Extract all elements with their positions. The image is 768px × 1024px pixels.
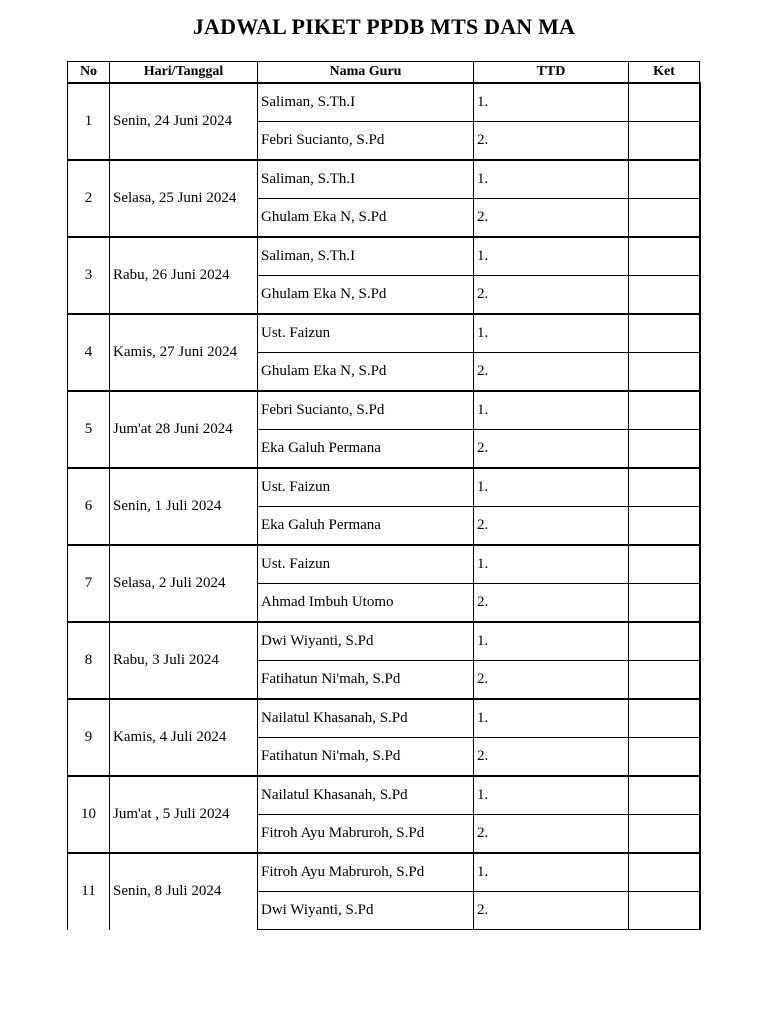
- teacher-name: Saliman, S.Th.I: [258, 160, 474, 199]
- note-cell: [629, 122, 700, 161]
- signature-cell: 1.: [474, 545, 629, 584]
- signature-cell: 2.: [474, 122, 629, 161]
- teacher-name: Ghulam Eka N, S.Pd: [258, 199, 474, 238]
- note-cell: [629, 661, 700, 700]
- header-no: No: [68, 62, 110, 84]
- signature-cell: 2.: [474, 199, 629, 238]
- signature-cell: 1.: [474, 853, 629, 892]
- table-row: [68, 699, 700, 738]
- note-cell: [629, 430, 700, 469]
- row-number: 5: [68, 391, 110, 468]
- table-row: [68, 622, 700, 661]
- row-day-date: Senin, 24 Juni 2024: [110, 83, 258, 160]
- note-cell: [629, 507, 700, 546]
- note-cell: [629, 468, 700, 507]
- note-cell: [629, 83, 700, 122]
- note-cell: [629, 699, 700, 738]
- signature-cell: 2.: [474, 353, 629, 392]
- row-number: 10: [68, 776, 110, 853]
- teacher-name: Eka Galuh Permana: [258, 430, 474, 469]
- signature-cell: 2.: [474, 815, 629, 854]
- table-row: [68, 545, 700, 584]
- note-cell: [629, 738, 700, 777]
- header-day: Hari/Tanggal: [110, 62, 258, 84]
- teacher-name: Febri Sucianto, S.Pd: [258, 122, 474, 161]
- row-day-date: Senin, 8 Juli 2024: [110, 853, 258, 930]
- note-cell: [629, 892, 700, 930]
- signature-cell: 1.: [474, 160, 629, 199]
- table-row: [68, 237, 700, 276]
- header-teacher: Nama Guru: [258, 62, 474, 84]
- teacher-name: Dwi Wiyanti, S.Pd: [258, 622, 474, 661]
- row-day-date: Kamis, 4 Juli 2024: [110, 699, 258, 776]
- note-cell: [629, 353, 700, 392]
- teacher-name: Fitroh Ayu Mabruroh, S.Pd: [258, 853, 474, 892]
- row-day-date: Senin, 1 Juli 2024: [110, 468, 258, 545]
- signature-cell: 1.: [474, 622, 629, 661]
- note-cell: [629, 391, 700, 430]
- header-note: Ket: [629, 62, 700, 84]
- teacher-name: Nailatul Khasanah, S.Pd: [258, 776, 474, 815]
- row-number: 9: [68, 699, 110, 776]
- note-cell: [629, 314, 700, 353]
- signature-cell: 2.: [474, 584, 629, 623]
- teacher-name: Fitroh Ayu Mabruroh, S.Pd: [258, 815, 474, 854]
- note-cell: [629, 853, 700, 892]
- row-number: 6: [68, 468, 110, 545]
- teacher-name: Fatihatun Ni'mah, S.Pd: [258, 661, 474, 700]
- teacher-name: Ahmad Imbuh Utomo: [258, 584, 474, 623]
- signature-cell: 1.: [474, 314, 629, 353]
- signature-cell: 2.: [474, 430, 629, 469]
- row-day-date: Rabu, 26 Juni 2024: [110, 237, 258, 314]
- row-number: 2: [68, 160, 110, 237]
- note-cell: [629, 584, 700, 623]
- signature-cell: 1.: [474, 237, 629, 276]
- note-cell: [629, 622, 700, 661]
- table-body: [68, 83, 700, 930]
- signature-cell: 1.: [474, 83, 629, 122]
- teacher-name: Ust. Faizun: [258, 545, 474, 584]
- table-row: [68, 468, 700, 507]
- table-header: [68, 62, 700, 84]
- row-day-date: Jum'at , 5 Juli 2024: [110, 776, 258, 853]
- signature-cell: 2.: [474, 661, 629, 700]
- teacher-name: Fatihatun Ni'mah, S.Pd: [258, 738, 474, 777]
- note-cell: [629, 776, 700, 815]
- row-number: 1: [68, 83, 110, 160]
- table-row: [68, 83, 700, 122]
- row-number: 3: [68, 237, 110, 314]
- row-number: 4: [68, 314, 110, 391]
- signature-cell: 1.: [474, 699, 629, 738]
- table-row: [68, 160, 700, 199]
- note-cell: [629, 545, 700, 584]
- row-day-date: Rabu, 3 Juli 2024: [110, 622, 258, 699]
- table-row: [68, 314, 700, 353]
- row-day-date: Selasa, 25 Juni 2024: [110, 160, 258, 237]
- signature-cell: 1.: [474, 391, 629, 430]
- signature-cell: 1.: [474, 468, 629, 507]
- teacher-name: Eka Galuh Permana: [258, 507, 474, 546]
- note-cell: [629, 276, 700, 315]
- table-row: [68, 853, 700, 892]
- teacher-name: Saliman, S.Th.I: [258, 83, 474, 122]
- teacher-name: Nailatul Khasanah, S.Pd: [258, 699, 474, 738]
- table-row: [68, 391, 700, 430]
- teacher-name: Ust. Faizun: [258, 314, 474, 353]
- teacher-name: Dwi Wiyanti, S.Pd: [258, 892, 474, 930]
- row-day-date: Kamis, 27 Juni 2024: [110, 314, 258, 391]
- teacher-name: Ghulam Eka N, S.Pd: [258, 353, 474, 392]
- table-row: [68, 776, 700, 815]
- signature-cell: 1.: [474, 776, 629, 815]
- note-cell: [629, 160, 700, 199]
- signature-cell: 2.: [474, 507, 629, 546]
- signature-cell: 2.: [474, 738, 629, 777]
- signature-cell: 2.: [474, 276, 629, 315]
- teacher-name: Ust. Faizun: [258, 468, 474, 507]
- picket-schedule-table: [67, 61, 701, 930]
- teacher-name: Febri Sucianto, S.Pd: [258, 391, 474, 430]
- row-number: 7: [68, 545, 110, 622]
- teacher-name: Saliman, S.Th.I: [258, 237, 474, 276]
- header-row: [68, 62, 700, 84]
- document-title: JADWAL PIKET PPDB MTS DAN MA: [192, 14, 576, 39]
- signature-cell: 2.: [474, 892, 629, 930]
- row-day-date: Jum'at 28 Juni 2024: [110, 391, 258, 468]
- row-number: 8: [68, 622, 110, 699]
- row-day-date: Selasa, 2 Juli 2024: [110, 545, 258, 622]
- teacher-name: Ghulam Eka N, S.Pd: [258, 276, 474, 315]
- note-cell: [629, 815, 700, 854]
- header-signature: TTD: [474, 62, 629, 84]
- row-number: 11: [68, 853, 110, 930]
- note-cell: [629, 237, 700, 276]
- note-cell: [629, 199, 700, 238]
